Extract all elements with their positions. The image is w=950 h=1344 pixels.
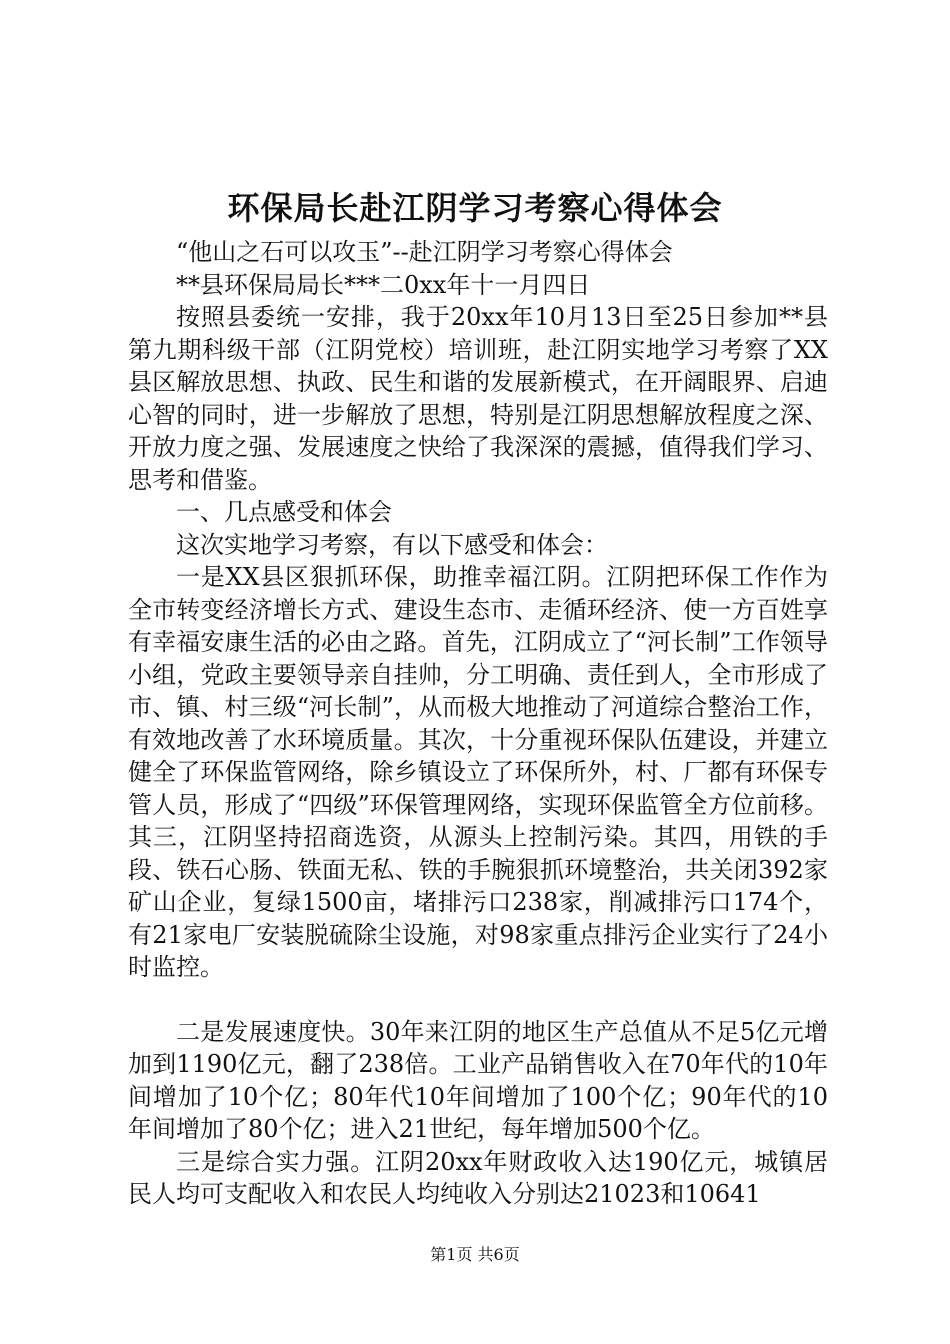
document-body <box>128 236 828 1211</box>
paragraph: 按照县委统一安排，我于20xx年10月13日至25日参加**县第九期科级干部（江阴党校）培训班，赴江阴实地学习考察了XX县区解放思想、执政、民生和谐的发展新模式，在开阔眼界、启迪心智的同时，进一步解放了思想，特别是江阴思想解放程度之深、开放力度之强、发展速度之快给了我深深的震撼，值得我们学习、思考和借鉴。 <box>128 303 828 494</box>
paragraph: 这次实地学习考察，有以下感受和体会： <box>176 530 608 559</box>
page-number-footer: 第1页 共6页 <box>430 1245 520 1264</box>
subtitle: “他山之石可以攻玉”--赴江阴学习考察心得体会 <box>176 238 673 266</box>
author-date-line: **县环保局局长***二0xx年十一月四日 <box>176 270 591 299</box>
paragraph: 二是发展速度快。30年来江阴的地区生产总值从不足5亿元增加到1190亿元，翻了238倍。工业产品销售收入在70年代的10年间增加了10个亿；80年代10年间增加了100个亿；90年代的10年间增加了80个亿；进入21世纪，每年增加500个亿。 <box>128 1017 828 1143</box>
paragraph: 三是综合实力强。江阴20xx年财政收入达190亿元，城镇居民人均可支配收入和农民人均纯收入分别达21023和10641 <box>128 1147 828 1208</box>
paragraph: 一是XX县区狠抓环保，助推幸福江阴。江阴把环保工作作为全市转变经济增长方式、建设生态市、走循环经济、使一方百姓享有幸福安康生活的必由之路。首先，江阴成立了“河长制”工作领导小组，党政主要领导亲自挂帅，分工明确、责任到人，全市形成了市、镇、村三级“河长制”，从而极大地推动了河道综合整治工作，有效地改善了水环境质量。其次，十分重视环保队伍建设，并建立健全了环保监管网络，除乡镇设立了环保所外，村、厂都有环保专管人员，形成了“四级”环保管理网络，实现环保监管全方位前移。其三，江阴坚持招商选资，从源头上控制污染。其四，用铁的手段、铁石心肠、铁面无私、铁的手腕狠抓环境整治，共关闭392家矿山企业，复绿1500亩，堵排污口238家，削减排污口174个，有21家电厂安装脱硫除尘设施，对98家重点排污企业实行了24小时监控。 <box>128 563 828 981</box>
document-title: 环保局长赴江阴学习考察心得体会 <box>227 189 723 227</box>
section-heading: 一、几点感受和体会 <box>176 498 392 526</box>
